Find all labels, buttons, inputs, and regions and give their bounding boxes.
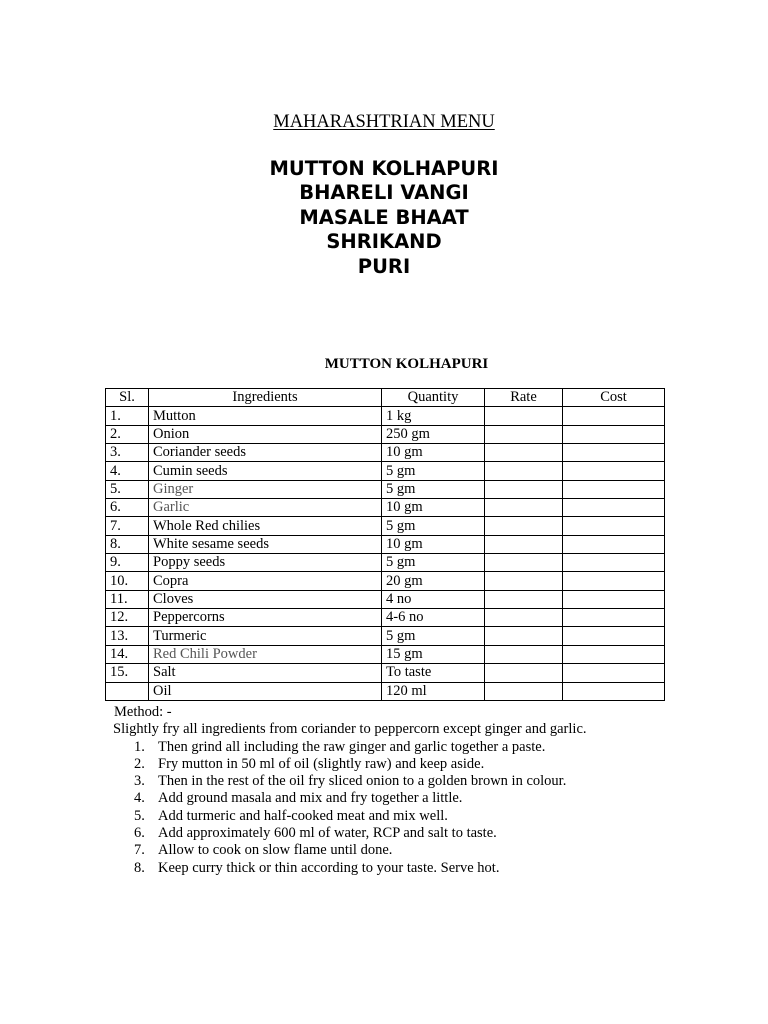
cell-sl: 4. [106,462,149,480]
cell-sl: 13. [106,627,149,645]
step-text: Allow to cook on slow flame until done. [158,842,393,859]
cell-ingredient: Garlic [149,499,382,517]
cell-rate [485,664,563,682]
cell-rate [485,572,563,590]
step-number: 4. [134,790,145,807]
method-section [114,704,734,877]
cell-ingredient: Copra [149,572,382,590]
cell-rate [485,645,563,663]
column-header-ingredients: Ingredients [149,389,382,407]
method-step [114,756,734,773]
table-row [106,425,665,443]
cell-quantity: 250 gm [382,425,485,443]
cell-cost [563,682,665,700]
cell-cost [563,609,665,627]
step-text: Then in the rest of the oil fry sliced onion to a golden brown in colour. [158,773,567,790]
cell-quantity: 4 no [382,590,485,608]
step-text: Keep curry thick or thin according to your taste. Serve hot. [158,859,500,876]
cell-sl: 7. [106,517,149,535]
cell-ingredient: Salt [149,664,382,682]
cell-sl: 14. [106,645,149,663]
step-number: 8. [134,859,145,876]
column-header-rate: Rate [485,389,563,407]
cell-cost [563,425,665,443]
table-row [106,572,665,590]
cell-cost [563,627,665,645]
menu-item: MUTTON KOLHAPURI [269,157,499,180]
cell-sl [106,682,149,700]
cell-cost [563,554,665,572]
step-text: Add ground masala and mix and fry together a little. [158,790,463,807]
table-row [106,664,665,682]
table-row [106,462,665,480]
method-steps [114,739,734,877]
table-row [106,554,665,572]
cell-ingredient: Mutton [149,407,382,425]
cell-sl: 15. [106,664,149,682]
cell-quantity: 5 gm [382,462,485,480]
column-header-cost: Cost [563,389,665,407]
cell-ingredient: Red Chili Powder [149,645,382,663]
cell-quantity: 5 gm [382,480,485,498]
cell-sl: 12. [106,609,149,627]
method-step [114,808,734,825]
step-number: 1. [134,738,145,755]
table-row [106,517,665,535]
cell-ingredient: Whole Red chilies [149,517,382,535]
cell-ingredient: Peppercorns [149,609,382,627]
table-row [106,609,665,627]
cell-rate [485,499,563,517]
cell-rate [485,682,563,700]
cell-quantity: 10 gm [382,535,485,553]
cell-rate [485,425,563,443]
step-number: 6. [134,825,145,842]
table-row [106,682,665,700]
cell-cost [563,407,665,425]
cell-quantity: 120 ml [382,682,485,700]
cell-sl: 2. [106,425,149,443]
method-step [114,842,734,859]
cell-ingredient: Oil [149,682,382,700]
method-step [114,860,734,877]
method-step [114,825,734,842]
step-text: Then grind all including the raw ginger and garlic together a paste. [158,738,546,755]
cell-rate [485,627,563,645]
method-label: Method: - [114,704,172,720]
cell-rate [485,407,563,425]
ingredients-table [105,388,665,701]
cell-rate [485,609,563,627]
method-step [114,773,734,790]
cell-ingredient: Onion [149,425,382,443]
cell-quantity: 10 gm [382,499,485,517]
cell-quantity: 1 kg [382,407,485,425]
cell-cost [563,462,665,480]
cell-cost [563,645,665,663]
cell-ingredient: Poppy seeds [149,554,382,572]
cell-sl: 8. [106,535,149,553]
cell-ingredient: White sesame seeds [149,535,382,553]
cell-cost [563,535,665,553]
step-number: 3. [134,773,145,790]
table-row [106,480,665,498]
table-row [106,444,665,462]
table-row [106,627,665,645]
cell-cost [563,590,665,608]
menu-item: SHRIKAND [326,230,442,254]
table-row [106,407,665,425]
cell-sl: 11. [106,590,149,608]
step-text: Add turmeric and half-cooked meat and mix well. [158,807,448,824]
cell-ingredient: Cumin seeds [149,462,382,480]
cell-cost [563,499,665,517]
section-title: MUTTON KOLHAPURI [324,356,489,372]
cell-sl: 5. [106,480,149,498]
cell-ingredient: Turmeric [149,627,382,645]
cell-sl: 10. [106,572,149,590]
column-header-quantity: Quantity [382,389,485,407]
cell-rate [485,480,563,498]
column-header-sl: Sl. [106,389,149,407]
cell-quantity: To taste [382,664,485,682]
table-row [106,645,665,663]
cell-cost [563,572,665,590]
cell-rate [485,444,563,462]
step-text: Add approximately 600 ml of water, RCP and salt to taste. [158,825,497,842]
cell-quantity: 5 gm [382,554,485,572]
cell-rate [485,517,563,535]
menu-item: BHARELI VANGI [299,181,469,205]
cell-quantity: 20 gm [382,572,485,590]
table-row [106,535,665,553]
step-number: 7. [134,842,145,859]
cell-rate [485,535,563,553]
cell-sl: 6. [106,499,149,517]
cell-rate [485,554,563,572]
cell-cost [563,664,665,682]
menu-item: PURI [357,254,411,278]
step-number: 2. [134,755,145,772]
method-intro: Slightly fry all ingredients from coriander to peppercorn except ginger and garlic. [113,721,587,738]
cell-rate [485,462,563,480]
cell-rate [485,590,563,608]
method-step [114,790,734,807]
table-row [106,590,665,608]
cell-cost [563,517,665,535]
menu-title: MAHARASHTRIAN MENU [273,112,495,132]
method-step [114,739,734,756]
cell-cost [563,444,665,462]
cell-quantity: 5 gm [382,627,485,645]
cell-sl: 1. [106,407,149,425]
cell-sl: 9. [106,554,149,572]
cell-ingredient: Coriander seeds [149,444,382,462]
step-number: 5. [134,807,145,824]
cell-sl: 3. [106,444,149,462]
cell-cost [563,480,665,498]
menu-items-list [0,157,768,279]
table-header-row [106,389,665,407]
cell-quantity: 4-6 no [382,609,485,627]
cell-quantity: 5 gm [382,517,485,535]
table-row [106,499,665,517]
menu-item: MASALE BHAAT [299,205,469,229]
step-text: Fry mutton in 50 ml of oil (slightly raw) and keep aside. [158,755,485,772]
cell-ingredient: Cloves [149,590,382,608]
cell-quantity: 10 gm [382,444,485,462]
cell-quantity: 15 gm [382,645,485,663]
cell-ingredient: Ginger [149,480,382,498]
